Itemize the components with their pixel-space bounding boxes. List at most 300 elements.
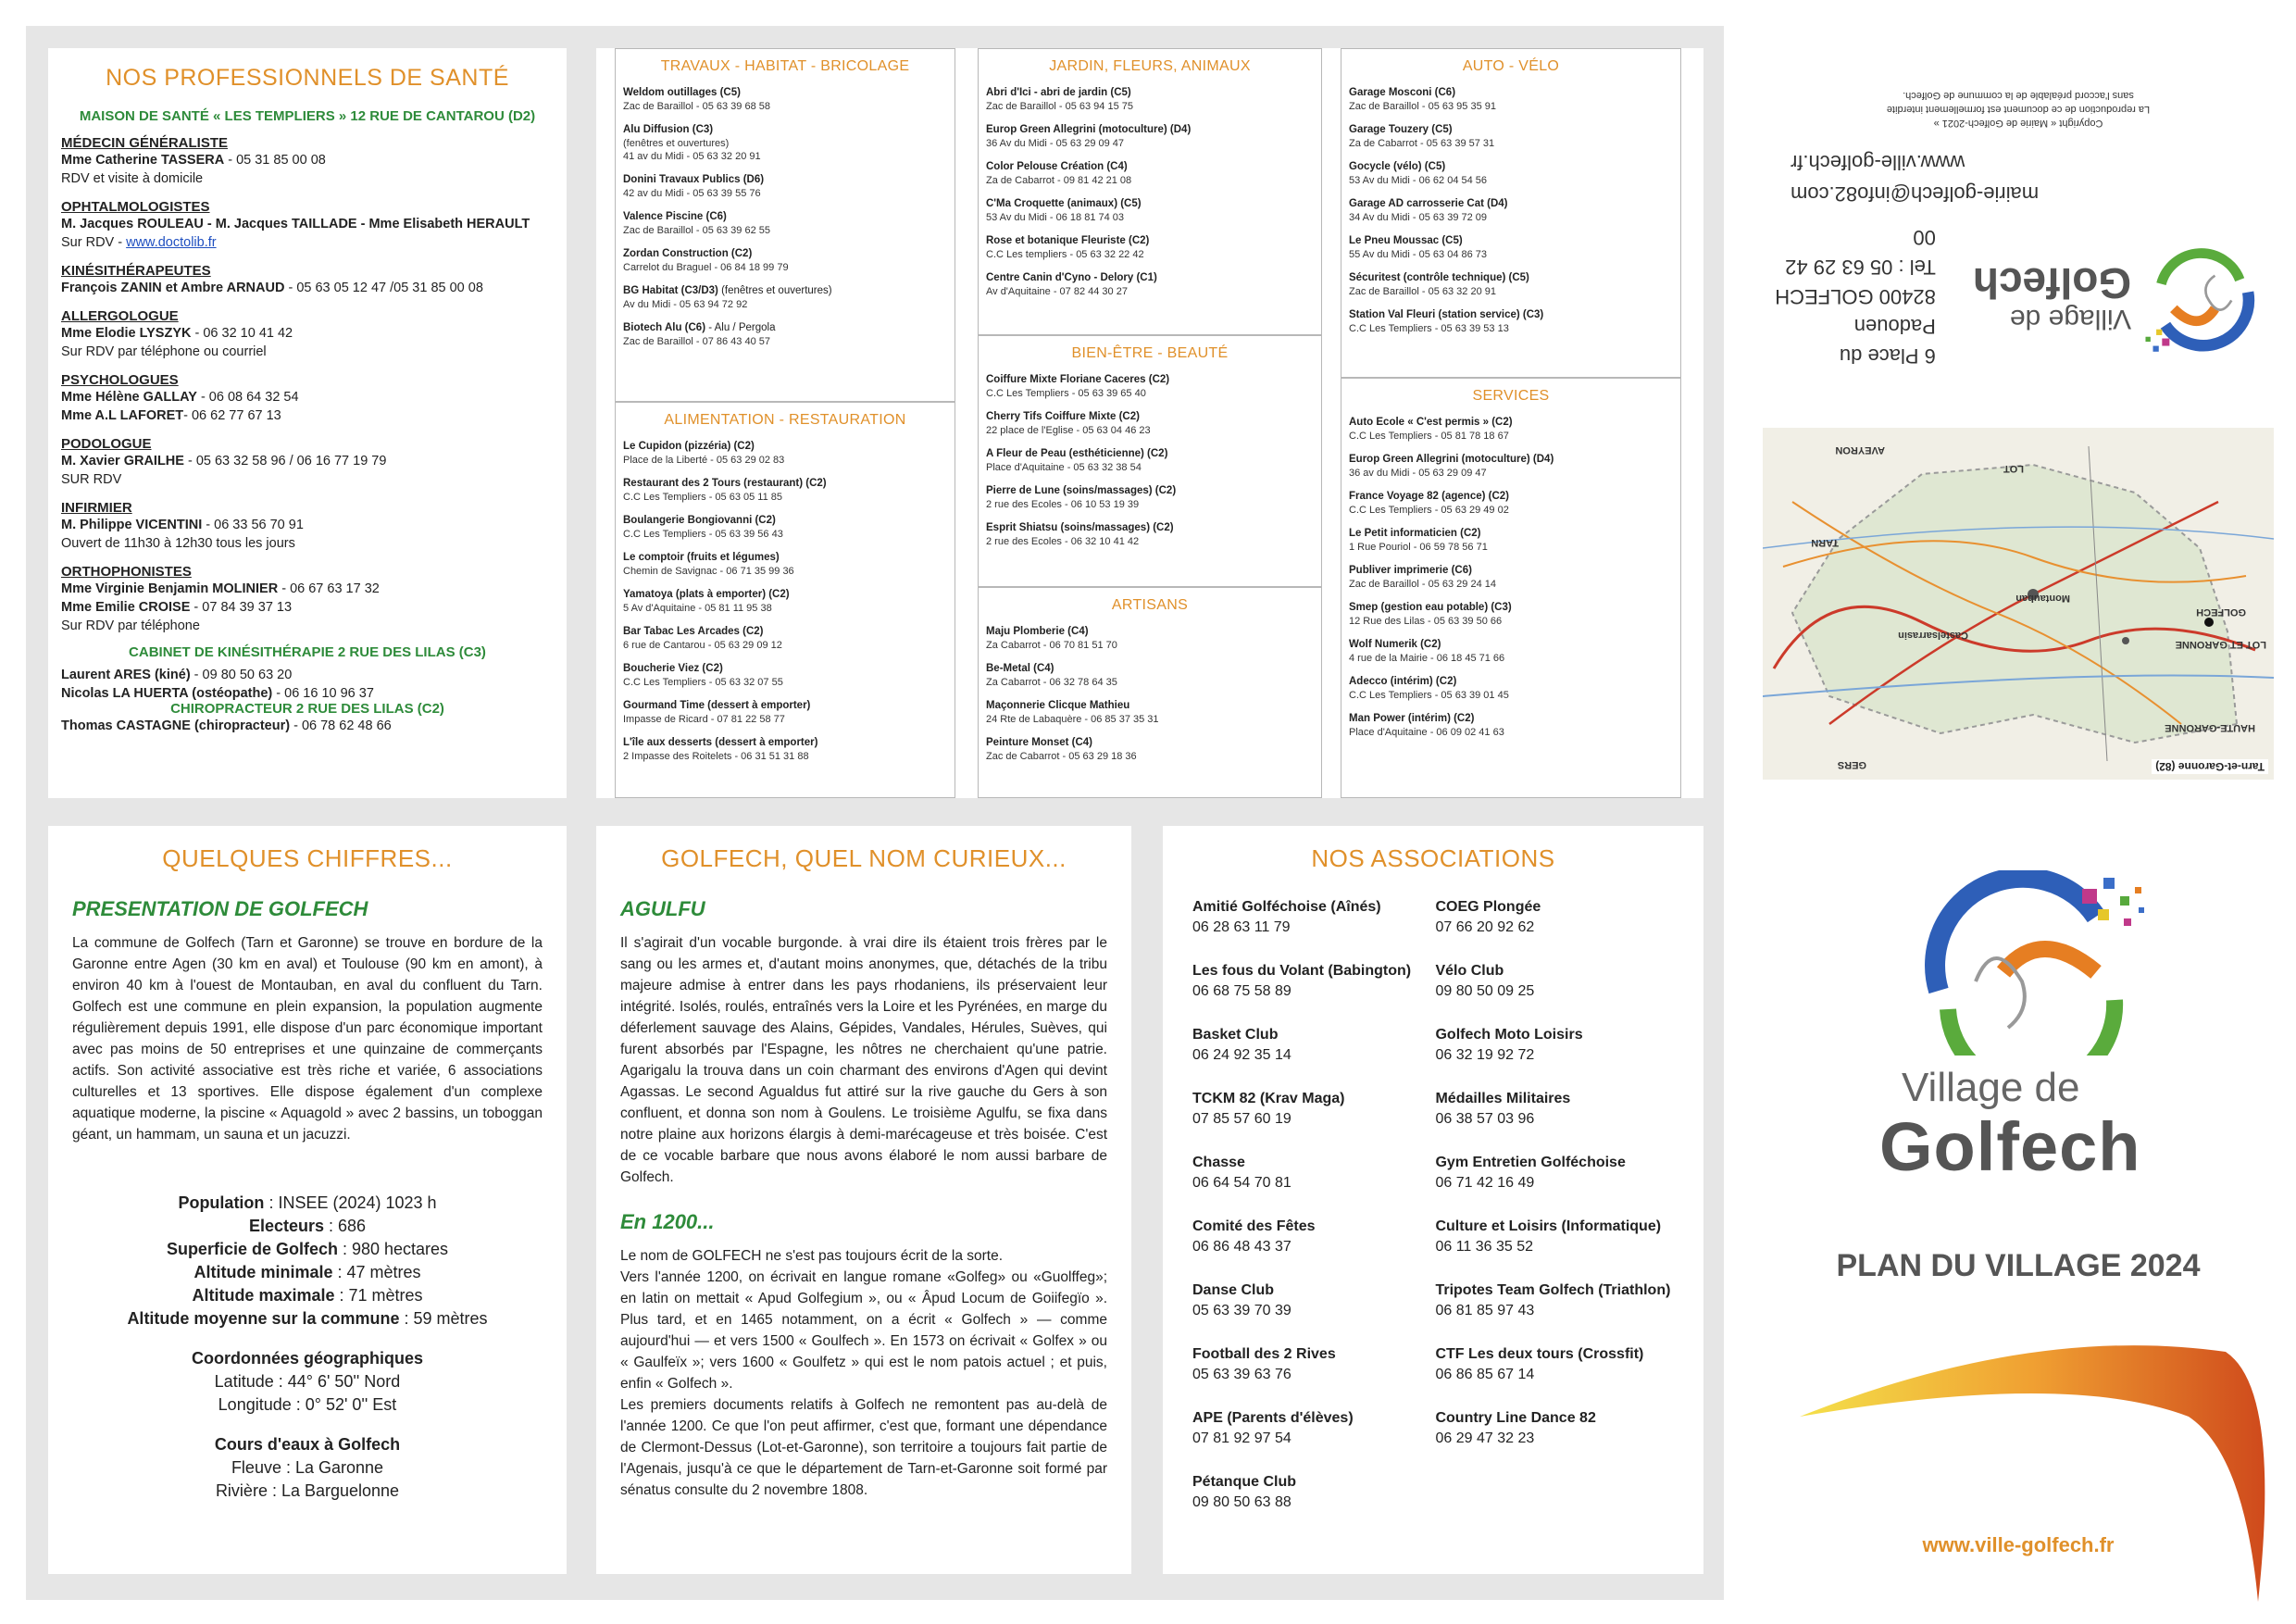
association-item — [1435, 1280, 1674, 1321]
contact-detail: - 06 78 62 48 66 — [290, 718, 392, 733]
contact-name: M. Philippe VICENTINI — [61, 518, 203, 532]
back-logo-line1: Village de — [2009, 304, 2132, 334]
contact-detail: - 06 67 63 17 32 — [278, 581, 380, 596]
business-name: Europ Green Allegrini (motoculture) (D4) — [986, 124, 1192, 135]
business-item — [1349, 490, 1673, 517]
association-item — [1192, 1280, 1435, 1321]
stat-line — [72, 1192, 543, 1215]
stat-label: Altitude minimale — [193, 1263, 333, 1281]
business-name: Alu Diffusion (C3) — [623, 124, 714, 135]
association-phone: 07 85 57 60 19 — [1192, 1111, 1292, 1127]
contact-line — [61, 516, 554, 534]
business-item — [986, 160, 1314, 187]
business-item — [623, 699, 947, 726]
contact-name: Mme Catherine TASSERA — [61, 153, 225, 168]
business-name: Boucherie Viez (C2) — [623, 663, 723, 674]
contact-detail: - 06 32 10 41 42 — [191, 326, 293, 341]
latitude: Latitude : 44° 6' 50'' Nord — [214, 1372, 401, 1391]
contact-name: Mme Emilie CROISE — [61, 600, 191, 615]
business-item — [623, 210, 947, 237]
business-name: Maju Plomberie (C4) — [986, 626, 1089, 637]
contact-detail: Sur RDV par téléphone ou courriel — [61, 344, 267, 359]
association-item — [1435, 1025, 1674, 1066]
travaux-box — [615, 48, 955, 402]
sante-category-heading: PODOLOGUE — [61, 436, 152, 452]
contact-name: M. Jacques ROULEAU - M. Jacques TAILLADE - Mme Elisabeth HERAULT — [61, 217, 530, 231]
contact-detail: SUR RDV — [61, 472, 122, 487]
business-detail: 42 av du Midi - 05 63 39 55 76 — [623, 188, 761, 199]
business-item — [623, 247, 947, 274]
assoc-title: NOS ASSOCIATIONS — [1311, 844, 1555, 872]
business-detail: 6 rue de Cantarou - 05 63 29 09 12 — [623, 640, 782, 651]
copyright-1: Copyright « Mairie de Golfech-2021 » — [1933, 118, 2103, 129]
auto-list — [1349, 86, 1673, 335]
association-name: TCKM 82 (Krav Maga) — [1192, 1091, 1345, 1106]
jardin-title: JARDIN, FLEURS, ANIMAUX — [1049, 58, 1251, 74]
business-item — [986, 373, 1314, 400]
association-name: Country Line Dance 82 — [1435, 1410, 1596, 1426]
business-note: - Alu / Pergola — [705, 322, 776, 333]
business-detail: 4 rue de la Mairie - 06 18 45 71 66 — [1349, 653, 1505, 664]
business-name: Biotech Alu (C6) - Alu / Pergola — [623, 322, 776, 333]
business-name: Station Val Fleuri (station service) (C3) — [1349, 309, 1544, 320]
association-name: Chasse — [1192, 1155, 1245, 1170]
association-name: Médailles Militaires — [1435, 1091, 1571, 1106]
business-item — [1349, 675, 1673, 702]
contact-detail: RDV et visite à domicile — [61, 171, 204, 186]
business-name: Cherry Tifs Coiffure Mixte (C2) — [986, 411, 1140, 422]
village-logo-icon — [2140, 227, 2265, 366]
business-detail: 36 Av du Midi - 05 63 29 09 47 — [986, 138, 1125, 149]
business-name: Le Pneu Moussac (C5) — [1349, 235, 1463, 246]
business-detail: 53 Av du Midi - 06 62 04 54 56 — [1349, 175, 1488, 186]
contact-line — [61, 151, 554, 169]
business-item — [986, 447, 1314, 474]
contact-line — [61, 470, 554, 489]
business-name: Valence Piscine (C6) — [623, 211, 727, 222]
association-item — [1435, 1344, 1674, 1385]
contact-detail: - 06 33 56 70 91 — [202, 518, 304, 532]
business-item — [986, 484, 1314, 511]
business-item — [1349, 160, 1673, 187]
business-name: Garage Mosconi (C6) — [1349, 87, 1456, 98]
association-phone: 06 68 75 58 89 — [1192, 983, 1292, 999]
business-name: Le Petit informaticien (C2) — [1349, 528, 1481, 539]
business-detail: C.C Les Templiers - 05 63 39 53 13 — [1349, 323, 1509, 334]
business-detail: Za de Cabarrot - 09 81 42 21 08 — [986, 175, 1132, 186]
business-detail: 36 av du Midi - 05 63 29 09 47 — [1349, 468, 1487, 479]
map-label: TARN — [1811, 537, 1839, 548]
business-item — [623, 86, 947, 113]
business-name: Pierre de Lune (soins/massages) (C2) — [986, 485, 1177, 496]
map-label: GERS — [1837, 759, 1866, 770]
association-phone: 06 29 47 32 23 — [1435, 1430, 1535, 1446]
business-item — [986, 699, 1314, 726]
business-name: Gourmand Time (dessert à emporter) — [623, 700, 811, 711]
doctolib-link[interactable]: www.doctolib.fr — [126, 235, 217, 250]
business-item — [623, 551, 947, 578]
cabinet-kine-heading: CABINET DE KINÉSITHÉRAPIE 2 RUE DES LILAS (C3) — [129, 644, 486, 660]
chiro-lines — [61, 717, 554, 735]
business-item — [986, 197, 1314, 224]
business-item — [1349, 197, 1673, 224]
business-detail: 22 place de l'Eglise - 05 63 04 46 23 — [986, 425, 1151, 436]
business-item — [986, 123, 1314, 150]
back-address2: 82400 GOLFECH — [1775, 285, 1936, 308]
artisans-list — [986, 625, 1314, 763]
business-item — [986, 234, 1314, 261]
business-name: Rose et botanique Fleuriste (C2) — [986, 235, 1150, 246]
sante-category-heading: MÉDECIN GÉNÉRALISTE — [61, 135, 229, 151]
business-name: Smep (gestion eau potable) (C3) — [1349, 602, 1512, 613]
sante-category-heading: OPHTALMOLOGISTES — [61, 199, 210, 215]
business-detail: Za de Cabarrot - 05 63 39 57 31 — [1349, 138, 1495, 149]
cover-logo-line2: Golfech — [1879, 1108, 2141, 1185]
association-name: Gym Entretien Golféchoise — [1435, 1155, 1626, 1170]
sante-categories — [61, 135, 554, 635]
business-item — [986, 662, 1314, 689]
association-name: Les fous du Volant (Babington) — [1192, 963, 1412, 979]
artisans-title: ARTISANS — [1111, 597, 1189, 613]
business-name: A Fleur de Peau (esthéticienne) (C2) — [986, 448, 1168, 459]
association-phone: 05 63 39 63 76 — [1192, 1367, 1292, 1382]
business-item — [623, 662, 947, 689]
business-name: Abri d'Ici - abri de jardin (C5) — [986, 87, 1131, 98]
jardin-list — [986, 86, 1314, 298]
back-logo-line2: Golfech — [1972, 259, 2132, 307]
business-detail: Zac de Baraillol - 05 63 39 62 55 — [623, 225, 770, 236]
contact-line — [61, 598, 554, 617]
business-detail: Zac de Baraillol - 05 63 39 68 58 — [623, 101, 770, 112]
association-item — [1192, 1408, 1435, 1449]
business-detail: Za Cabarrot - 06 70 81 51 70 — [986, 640, 1117, 651]
cover-logo-line1: Village de — [1902, 1065, 2080, 1110]
business-detail: 41 av du Midi - 05 63 32 20 91 — [623, 151, 761, 162]
contact-line — [61, 406, 554, 425]
bienetre-list — [986, 373, 1314, 548]
business-name: Le Cupidon (pizzéria) (C2) — [623, 441, 755, 452]
business-name: Be-Metal (C4) — [986, 663, 1054, 674]
business-detail: Place d'Aquitaine - 06 09 02 41 63 — [1349, 727, 1504, 738]
alimentation-list — [623, 440, 947, 763]
contact-name: M. Xavier GRAILHE — [61, 454, 184, 468]
business-item — [986, 410, 1314, 437]
association-item — [1435, 1408, 1674, 1449]
business-detail: Av d'Aquitaine - 07 82 44 30 27 — [986, 286, 1128, 297]
contact-name: Thomas CASTAGNE (chiropracteur) — [61, 718, 291, 733]
business-name: Gocycle (vélo) (C5) — [1349, 161, 1446, 172]
stat-line — [72, 1284, 543, 1307]
business-detail: Impasse de Ricard - 07 81 22 58 77 — [623, 714, 785, 725]
business-item — [1349, 308, 1673, 335]
business-name: Publiver imprimerie (C6) — [1349, 565, 1472, 576]
cover-logo-icon — [1902, 870, 2161, 1056]
business-item — [1349, 712, 1673, 739]
contact-name: François ZANIN et Ambre ARNAUD — [61, 281, 285, 295]
contact-detail: - 09 80 50 63 20 — [190, 668, 293, 682]
association-item — [1192, 1089, 1435, 1130]
assoc-panel — [1163, 826, 1703, 1574]
back-cover-contact — [1763, 28, 2274, 380]
association-phone: 06 86 48 43 37 — [1192, 1239, 1292, 1255]
association-phone: 06 11 36 35 52 — [1435, 1239, 1534, 1255]
sante-panel — [48, 48, 567, 798]
association-phone: 07 66 20 92 62 — [1435, 919, 1535, 935]
contact-detail: Sur RDV par téléphone — [61, 618, 200, 633]
association-item — [1435, 1089, 1674, 1130]
contact-name: Mme Virginie Benjamin MOLINIER — [61, 581, 279, 596]
travaux-title: TRAVAUX - HABITAT - BRICOLAGE — [660, 58, 910, 74]
map-label: GOLFECH — [2196, 606, 2246, 618]
business-name: Bar Tabac Les Arcades (C2) — [623, 626, 764, 637]
contact-detail: - 06 08 64 32 54 — [196, 390, 299, 405]
business-name: Maçonnerie Clicque Mathieu — [986, 700, 1130, 711]
map-label: Montauban — [2015, 593, 2070, 604]
map-label: HAUTE-GARONNE — [2165, 722, 2255, 733]
business-detail: 12 Rue des Lilas - 05 63 39 50 66 — [1349, 616, 1503, 627]
association-phone: 09 80 50 09 25 — [1435, 983, 1535, 999]
contact-line — [61, 388, 554, 406]
en1200-text: Le nom de GOLFECH ne s'est pas toujours écrit de la sorte. Vers l'année 1200, on écrivait en langue romane «Golfeg» ou «Guolffeg»; en latin on mettait « Apud Golfegium », ou « Âpud Locum de Goiifegïo ». Plus tard, et en 1465 notamment, on a écrit « Golfech » — comme aujourd'hui — et vers 1500 « Goulfech ». En 1573 on écrivait « Golfex » ou « Gaulfeïx »; vers 1600 « Goulfetz » qui est le nom patois actuel ; et puis, enfin « Golfech ». Les premiers documents relatifs à Golfech ne remontent pas au-delà de l'année 1200. Ce que l'on peut affirmer, c'est que, formant une dépendance de Clermont-Dessus (Lot-et-Garonne), son territoire a toujours fait partie de l'Agenais, jusqu'à ce que le département de Tarn-et-Garonne soit formé par sénatus consulte du 2 novembre 1808. — [620, 1248, 1107, 1498]
association-name: Tripotes Team Golfech (Triathlon) — [1435, 1282, 1671, 1298]
auto-title: AUTO - VÉLO — [1462, 58, 1560, 74]
business-item — [623, 588, 947, 615]
association-item — [1192, 1344, 1435, 1385]
business-detail: Place de la Liberté - 05 63 29 02 83 — [623, 455, 785, 466]
artisans-box — [978, 587, 1322, 798]
business-name: Weldom outillages (C5) — [623, 87, 741, 98]
association-item — [1192, 1153, 1435, 1193]
business-detail: C.C Les templiers - 05 63 32 22 42 — [986, 249, 1144, 260]
business-detail: 34 Av du Midi - 05 63 39 72 09 — [1349, 212, 1488, 223]
business-name: France Voyage 82 (agence) (C2) — [1349, 491, 1509, 502]
association-phone: 06 32 19 92 72 — [1435, 1047, 1535, 1063]
association-name: Golfech Moto Loisirs — [1435, 1027, 1583, 1043]
business-detail: Zac de Baraillol - 05 63 29 24 14 — [1349, 579, 1496, 590]
sante-category-heading: KINÉSITHÉRAPEUTES — [61, 263, 211, 279]
business-name: Europ Green Allegrini (motoculture) (D4) — [1349, 454, 1554, 465]
stat-value: : 47 mètres — [332, 1263, 421, 1281]
cover-plan-title: PLAN DU VILLAGE 2024 — [1836, 1248, 2201, 1283]
business-name: BG Habitat (C3/D3) (fenêtres et ouvertures) — [623, 285, 832, 296]
association-name: APE (Parents d'élèves) — [1192, 1410, 1354, 1426]
agulfu-subtitle: AGULFU — [620, 897, 705, 920]
contact-name: Mme Elodie LYSZYK — [61, 326, 192, 341]
copyright-2: La reproduction de ce document est formellement interdite — [1886, 104, 2151, 115]
business-detail: Za Cabarrot - 06 32 78 64 35 — [986, 677, 1117, 688]
business-item — [986, 736, 1314, 763]
business-detail: C.C Les Templiers - 05 81 78 18 67 — [1349, 431, 1509, 442]
association-phone: 07 81 92 97 54 — [1192, 1430, 1292, 1446]
association-name: Basket Club — [1192, 1027, 1279, 1043]
business-item — [623, 736, 947, 763]
contact-line — [61, 215, 554, 233]
contact-line — [61, 452, 554, 470]
sante-category-heading: ORTHOPHONISTES — [61, 564, 192, 580]
business-detail: (fenêtres et ouvertures) — [623, 138, 730, 149]
association-phone: 06 86 85 67 14 — [1435, 1367, 1535, 1382]
contact-line — [61, 684, 554, 703]
business-item — [623, 284, 947, 311]
association-item — [1435, 897, 1674, 938]
business-item — [623, 321, 947, 348]
business-item — [623, 477, 947, 504]
business-detail: 2 rue des Ecoles - 06 10 53 19 39 — [986, 499, 1140, 510]
business-item — [986, 271, 1314, 298]
association-phone: 06 81 85 97 43 — [1435, 1303, 1535, 1318]
business-item — [1349, 564, 1673, 591]
business-item — [1349, 416, 1673, 443]
travaux-list — [623, 86, 947, 348]
back-website: www.ville-golfech.fr — [1791, 151, 1965, 174]
business-name: Restaurant des 2 Tours (restaurant) (C2) — [623, 478, 827, 489]
nom-panel — [596, 826, 1131, 1574]
association-name: Football des 2 Rives — [1192, 1346, 1336, 1362]
association-item — [1192, 961, 1435, 1002]
business-name: Sécuritest (contrôle technique) (C5) — [1349, 272, 1529, 283]
business-name: Centre Canin d'Cyno - Delory (C1) — [986, 272, 1157, 283]
contact-detail: - 06 62 77 67 13 — [183, 408, 281, 423]
association-item — [1192, 1217, 1435, 1257]
stat-label: Altitude maximale — [192, 1286, 335, 1305]
business-name: C'Ma Croquette (animaux) (C5) — [986, 198, 1142, 209]
business-name: Auto Ecole « C'est permis » (C2) — [1349, 417, 1513, 428]
presentation-text: La commune de Golfech (Tarn et Garonne) se trouve en bordure de la Garonne entre Agen (30 km en aval) et Toulouse (90 km en amont), à environ 40 km à l'ouest de Montauban, en aval du confluent du Tarn. Golfech est une commune en plein expansion, la population augmente régulièrement depuis 1991, elle dispose d'un parc économique important avec pas moins de 50 entreprises et une quinzaine de commerçants actifs. Son activité associative est très riche et variée, 6 associations culturelles et 13 sportives. Elle dispose également d'un complexe aquatique moderne, la piscine « Aquagold » avec 2 bassins, un toboggan géant, un hammam, un sauna et un jacuzzi. — [72, 935, 543, 1143]
business-detail: 24 Rte de Labaquère - 06 85 37 35 31 — [986, 714, 1159, 725]
alimentation-title: ALIMENTATION - RESTAURATION — [664, 412, 906, 428]
jardin-box — [978, 48, 1322, 335]
front-cover — [1763, 833, 2274, 1602]
association-name: Danse Club — [1192, 1282, 1275, 1298]
stat-label: Population — [178, 1193, 265, 1212]
business-detail: 2 Impasse des Roitelets - 06 31 51 31 88 — [623, 751, 809, 762]
assoc-column-1 — [1192, 897, 1435, 1536]
back-address1: 6 Place du Padouen — [1839, 315, 1936, 368]
business-name: Boulangerie Bongiovanni (C2) — [623, 515, 776, 526]
stat-value: : INSEE (2024) 1023 h — [264, 1193, 437, 1212]
auto-box — [1341, 48, 1681, 378]
business-name: Le comptoir (fruits et légumes) — [623, 552, 780, 563]
business-detail: C.C Les Templiers - 05 63 39 01 45 — [1349, 690, 1509, 701]
business-item — [1349, 638, 1673, 665]
business-name: Donini Travaux Publics (D6) — [623, 174, 765, 185]
association-item — [1192, 1472, 1435, 1513]
back-email: mairie-golfech@info82.com — [1791, 182, 2040, 206]
business-name: Wolf Numerik (C2) — [1349, 639, 1441, 650]
cours-title: Cours d'eaux à Golfech — [214, 1435, 401, 1454]
business-note: (fenêtres et ouvertures) — [718, 285, 832, 296]
contact-detail: Ouvert de 11h30 à 12h30 tous les jours — [61, 536, 295, 551]
business-detail: C.C Les Templiers - 05 63 05 11 85 — [623, 492, 783, 503]
nom-title: GOLFECH, QUEL NOM CURIEUX... — [661, 844, 1067, 872]
business-name: Garage AD carrosserie Cat (D4) — [1349, 198, 1508, 209]
business-detail: Zac de Baraillol - 05 63 95 35 91 — [1349, 101, 1496, 112]
stat-line — [72, 1215, 543, 1238]
map-label: LOT ET GARONNE — [2175, 639, 2266, 650]
business-item — [1349, 453, 1673, 480]
chiffres-panel — [48, 826, 567, 1574]
stat-line — [72, 1238, 543, 1261]
business-item — [986, 625, 1314, 652]
association-phone: 06 71 42 16 49 — [1435, 1175, 1535, 1191]
association-item — [1192, 1025, 1435, 1066]
business-detail: Zac de Baraillol - 05 63 94 15 75 — [986, 101, 1133, 112]
association-name: CTF Les deux tours (Crossfit) — [1435, 1346, 1644, 1362]
contact-line — [61, 534, 554, 553]
association-name: Culture et Loisirs (Informatique) — [1435, 1218, 1662, 1234]
contact-line — [61, 717, 554, 735]
business-item — [986, 521, 1314, 548]
cover-swoosh-icon — [1791, 1333, 2272, 1611]
business-item — [1349, 86, 1673, 113]
chiffres-title: QUELQUES CHIFFRES... — [162, 844, 453, 872]
contact-detail: - 06 16 10 96 37 — [272, 686, 374, 701]
services-box — [1341, 378, 1681, 798]
business-detail: Place d'Aquitaine - 05 63 32 38 54 — [986, 462, 1142, 473]
services-title: SERVICES — [1472, 388, 1550, 404]
map-label: Castelsarrasin — [1898, 630, 1968, 641]
business-item — [623, 440, 947, 467]
business-item — [1349, 123, 1673, 150]
map-title: Tarn-et-Garonne (82) — [2152, 759, 2268, 774]
stat-label: Superficie de Golfech — [166, 1240, 338, 1258]
business-name: Esprit Shiatsu (soins/massages) (C2) — [986, 522, 1174, 533]
cabinet-lines — [61, 666, 554, 703]
contact-detail: Sur RDV - — [61, 235, 127, 250]
department-map — [1763, 428, 2274, 780]
business-name: Garage Touzery (C5) — [1349, 124, 1453, 135]
stat-value: : 980 hectares — [337, 1240, 449, 1258]
association-name: Comité des Fêtes — [1192, 1218, 1316, 1234]
services-list — [1349, 416, 1673, 739]
association-item — [1435, 1153, 1674, 1193]
riviere: Rivière : La Barguelonne — [215, 1481, 400, 1500]
contact-detail: - 07 84 39 37 13 — [190, 600, 293, 615]
business-item — [623, 123, 947, 163]
association-item — [1435, 961, 1674, 1002]
copyright-3: sans l'accord préalable de la commune de Golfech. — [1903, 90, 2134, 101]
contact-line — [61, 666, 554, 684]
contact-name: Mme A.L LAFORET — [61, 408, 184, 423]
contact-line — [61, 233, 554, 252]
contact-detail: - 05 63 32 58 96 / 06 16 77 19 79 — [183, 454, 387, 468]
stat-value: : 59 mètres — [399, 1309, 488, 1328]
business-detail: 53 Av du Midi - 06 18 81 74 03 — [986, 212, 1125, 223]
association-phone: 06 38 57 03 96 — [1435, 1111, 1535, 1127]
longitude: Longitude : 0° 52' 0'' Est — [218, 1395, 397, 1414]
contact-name: Mme Hélène GALLAY — [61, 390, 197, 405]
contact-name: Laurent ARES (kiné) — [61, 668, 191, 682]
stat-value: : 686 — [324, 1217, 367, 1235]
business-item — [623, 625, 947, 652]
stat-value: : 71 mètres — [334, 1286, 423, 1305]
stat-line — [72, 1307, 543, 1330]
sante-category-heading: ALLERGOLOGUE — [61, 308, 179, 324]
business-item — [1349, 601, 1673, 628]
alimentation-box — [615, 402, 955, 798]
stat-label: Altitude moyenne sur la commune — [127, 1309, 400, 1328]
business-detail: Zac de Baraillol - 05 63 32 20 91 — [1349, 286, 1496, 297]
contact-detail: - 05 63 05 12 47 /05 31 85 00 08 — [284, 281, 483, 295]
map-label: AVEYRON — [1835, 444, 1885, 456]
association-name: COEG Plongée — [1435, 899, 1541, 915]
business-name: Yamatoya (plats à emporter) (C2) — [623, 589, 790, 600]
business-name: Coiffure Mixte Floriane Caceres (C2) — [986, 374, 1170, 385]
business-detail: Av du Midi - 05 63 94 72 92 — [623, 299, 748, 310]
contact-line — [61, 169, 554, 188]
bienetre-box — [978, 335, 1322, 587]
business-item — [623, 173, 947, 200]
